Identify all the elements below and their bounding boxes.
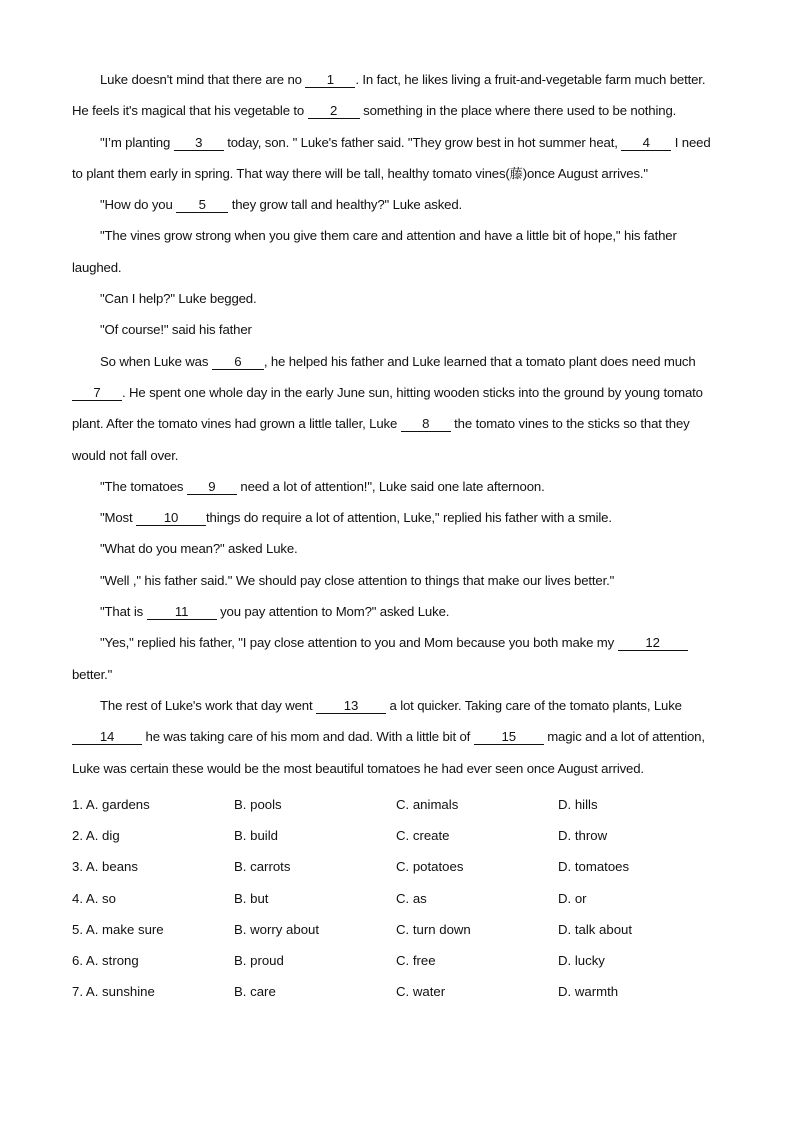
option-b: B. pools — [234, 797, 282, 813]
option-b: B. but — [234, 890, 269, 906]
paragraph-11: "Well ," his father said." We should pay close attention to things that make our lives better." — [100, 572, 615, 588]
option-a: 3. A. beans — [72, 859, 138, 875]
option-row — [72, 789, 722, 820]
blank-13: 13 — [316, 699, 386, 714]
paragraph-8: "The tomatoes 9 need a lot of attention!", Luke said one late afternoon. — [100, 478, 545, 494]
option-d: D. lucky — [558, 953, 605, 969]
paragraph-4: "The vines grow strong when you give them care and attention and have a little bit of hope," his father laughed. — [72, 228, 677, 275]
option-b: B. build — [234, 828, 278, 844]
paragraph-14: The rest of Luke's work that day went 13 a lot quicker. Taking care of the tomato plants, Luke 14 he was taking care of his mom and dad. With a little bit of 15 magic and a lot of attention, Luke was certain these would be the most beautiful tomatoes he had ever seen once August arrived. — [72, 697, 705, 776]
option-a: 5. A. make sure — [72, 921, 164, 937]
blank-9: 9 — [187, 480, 237, 495]
option-row — [72, 883, 722, 914]
blank-6: 6 — [212, 355, 264, 370]
blank-4: 4 — [621, 136, 671, 151]
option-b: B. worry about — [234, 921, 320, 937]
blank-10: 10 — [136, 511, 206, 526]
option-c: C. animals — [396, 797, 459, 813]
paragraph-3: "How do you 5 they grow tall and healthy?" Luke asked. — [100, 197, 463, 213]
option-c: C. water — [396, 984, 446, 1000]
paragraph-9: "Most 10 things do require a lot of attention, Luke," replied his father with a smile. — [100, 510, 612, 526]
blank-7: 7 — [72, 386, 122, 401]
option-d: D. warmth — [558, 984, 619, 1000]
option-c: C. as — [396, 890, 427, 906]
option-c: C. turn down — [396, 921, 471, 937]
option-row — [72, 976, 722, 1007]
option-d: D. tomatoes — [558, 859, 630, 875]
option-d: D. throw — [558, 828, 608, 844]
blank-1: 1 — [305, 73, 355, 88]
option-b: B. proud — [234, 953, 284, 969]
paragraph-5: "Can I help?" Luke begged. — [100, 291, 257, 307]
option-row — [72, 820, 722, 851]
option-a: 7. A. sunshine — [72, 984, 155, 1000]
blank-11: 11 — [147, 605, 217, 620]
paragraph-6: "Of course!" said his father — [100, 322, 252, 338]
option-d: D. talk about — [558, 921, 633, 937]
option-c: C. free — [396, 953, 436, 969]
option-row — [72, 914, 722, 945]
answer-options — [72, 789, 722, 1007]
blank-14: 14 — [72, 730, 142, 745]
paragraph-2: "I’m planting 3 today, son. " Luke's father said. "They grow best in hot summer heat, 4 I need to plant them early in spring. That way there will be tall, healthy tomato vines(藤)once August arrives." — [72, 134, 711, 181]
option-a: 1. A. gardens — [72, 797, 150, 813]
paragraph-13: "Yes," replied his father, "I pay close attention to you and Mom because you both make my 12better." — [72, 627, 722, 690]
blank-8: 8 — [401, 417, 451, 432]
blank-3: 3 — [174, 136, 224, 151]
option-b: B. care — [234, 984, 276, 1000]
paragraph-10: "What do you mean?" asked Luke. — [100, 541, 298, 557]
option-d: D. hills — [558, 797, 598, 813]
paragraph-7: So when Luke was 6 , he helped his father and Luke learned that a tomato plant does need much 7 . He spent one whole day in the early June sun, hitting wooden sticks into the ground by young tomato plant. After the tomato vines had grown a little taller, Luke 8 the tomato vines to the sticks so that they would not fall over. — [72, 353, 703, 463]
option-c: C. create — [396, 828, 450, 844]
blank-5: 5 — [176, 198, 228, 213]
option-row — [72, 945, 722, 976]
blank-12: 12 — [618, 636, 688, 651]
option-a: 6. A. strong — [72, 953, 139, 969]
option-row — [72, 851, 722, 882]
paragraph-1: Luke doesn't mind that there are no 1 . In fact, he likes living a fruit-and-vegetable farm much better. He feels it's magical that his vegetable to 2 something in the place where there used to be nothing. — [72, 72, 706, 119]
paragraph-12: "That is 11 you pay attention to Mom?" asked Luke. — [100, 604, 450, 620]
option-c: C. potatoes — [396, 859, 464, 875]
option-b: B. carrots — [234, 859, 291, 875]
cloze-passage — [72, 64, 722, 784]
blank-2: 2 — [308, 104, 360, 119]
blank-15: 15 — [474, 730, 544, 745]
option-d: D. or — [558, 890, 587, 906]
option-a: 4. A. so — [72, 890, 116, 906]
option-a: 2. A. dig — [72, 828, 120, 844]
